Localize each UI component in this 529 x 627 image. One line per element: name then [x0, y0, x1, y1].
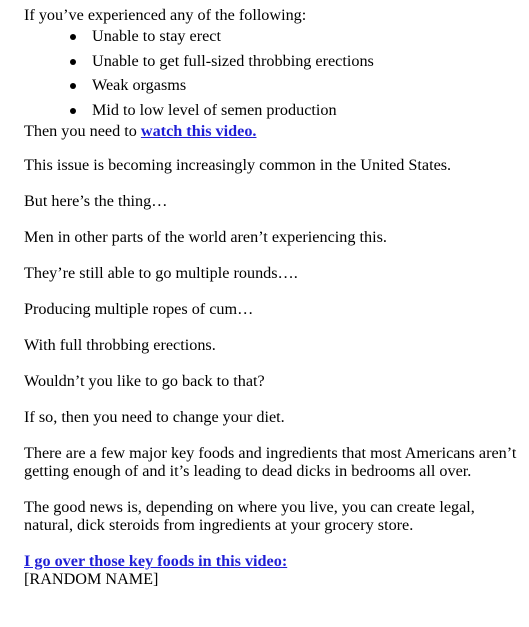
bullet-icon [70, 83, 76, 89]
paragraph: This issue is becoming increasingly common in the United States. [24, 156, 452, 174]
bullet-icon [70, 34, 76, 40]
paragraph: Wouldn’t you like to go back to that? [24, 372, 265, 390]
key-foods-video-link[interactable]: I go over those key foods in this video: [24, 552, 288, 570]
paragraph: They’re still able to go multiple rounds…. [24, 264, 298, 282]
list-item [24, 49, 519, 74]
paragraph: Producing multiple ropes of cum… [24, 300, 254, 318]
cta-line [24, 122, 519, 140]
paragraph: Men in other parts of the world aren’t experiencing this. [24, 228, 387, 246]
bullet-icon [70, 108, 76, 114]
list-item [24, 98, 519, 123]
paragraph: If so, then you need to change your diet. [24, 408, 285, 426]
list-item-text: Weak orgasms [92, 76, 187, 94]
paragraph: But here’s the thing… [24, 192, 168, 210]
list-item [24, 24, 519, 49]
conditions-list [24, 24, 519, 122]
final-link-line [24, 552, 519, 570]
paragraph: With full throbbing erections. [24, 336, 216, 354]
list-item-text: Mid to low level of semen production [92, 100, 337, 119]
cta-prefix: Then you need to [24, 122, 141, 140]
paragraph: The good news is, depending on where you live, you can create legal, natural, dick steroids from ingredients at your grocery store. [24, 498, 475, 534]
list-item-text: Unable to stay erect [92, 27, 221, 45]
watch-video-link[interactable]: watch this video. [140, 122, 257, 140]
list-item-text: Unable to get full-sized throbbing erections [92, 51, 374, 70]
intro-text: If you’ve experienced any of the following: [24, 6, 307, 24]
signature: [RANDOM NAME] [24, 570, 159, 588]
list-item [24, 73, 519, 98]
bullet-icon [70, 59, 76, 65]
paragraph: There are a few major key foods and ingredients that most Americans aren’t getting enough of and it’s leading to dead dicks in bedrooms all over. [24, 444, 517, 480]
